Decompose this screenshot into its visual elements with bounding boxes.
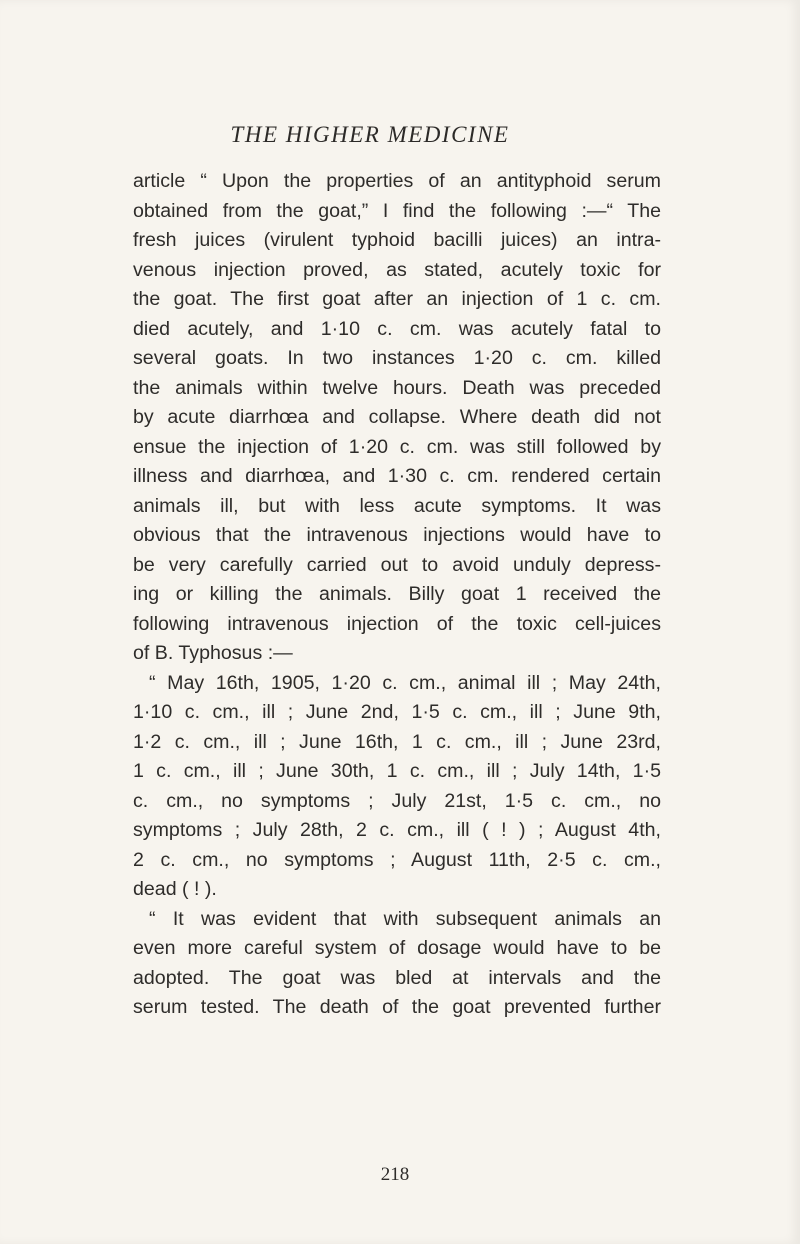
text-line: adopted. The goat was bled at intervals and the <box>133 966 661 989</box>
text-line: 1·10 c. cm., ill ; June 2nd, 1·5 c. cm., ill ; June 9th, <box>133 701 661 723</box>
text-line: ing or killing the animals. Billy goat 1 received the <box>133 583 661 605</box>
text-line: even more careful system of dosage would have to be <box>133 937 661 959</box>
text-line: venous injection proved, as stated, acutely toxic for <box>133 258 661 281</box>
text-line: dead ( ! ). <box>133 878 217 900</box>
text-line: article “ Upon the properties of an antityphoid serum <box>133 170 661 192</box>
running-header: THE HIGHER MEDICINE <box>230 122 510 147</box>
text-line: 1 c. cm., ill ; June 30th, 1 c. cm., ill ; July 14th, 1·5 <box>133 760 661 782</box>
text-line: died acutely, and 1·10 c. cm. was acutely fatal to <box>133 317 661 340</box>
text-line: fresh juices (virulent typhoid bacilli juices) an intra- <box>133 229 661 251</box>
text-line: by acute diarrhœa and collapse. Where death did not <box>133 406 661 428</box>
text-line: the animals within twelve hours. Death was preceded <box>133 376 661 399</box>
text-line: 2 c. cm., no symptoms ; August 11th, 2·5 c. cm., <box>133 848 661 871</box>
text-line: illness and diarrhœa, and 1·30 c. cm. rendered certain <box>133 465 661 487</box>
text-line: the goat. The first goat after an injection of 1 c. cm. <box>133 288 661 310</box>
text-line: serum tested. The death of the goat prevented further <box>133 996 661 1018</box>
text-line: several goats. In two instances 1·20 c. cm. killed <box>133 347 661 369</box>
page-number: 218 <box>380 1164 410 1185</box>
text-line: obtained from the goat,” I find the following :—“ The <box>133 199 661 222</box>
text-line: ensue the injection of 1·20 c. cm. was still followed by <box>133 435 661 458</box>
text-line: “ May 16th, 1905, 1·20 c. cm., animal ill ; May 24th, <box>149 671 661 694</box>
text-line: symptoms ; July 28th, 2 c. cm., ill ( ! ) ; August 4th, <box>133 819 661 841</box>
text-line: following intravenous injection of the toxic cell-juices <box>133 612 661 635</box>
text-line: obvious that the intravenous injections would have to <box>133 524 661 546</box>
body-text <box>133 167 661 1023</box>
text-line: “ It was evident that with subsequent animals an <box>149 907 661 930</box>
text-line: be very carefully carried out to avoid unduly depress- <box>133 553 661 576</box>
text-line: c. cm., no symptoms ; July 21st, 1·5 c. cm., no <box>133 789 661 812</box>
text-line: of B. Typhosus :— <box>133 642 293 664</box>
text-line: 1·2 c. cm., ill ; June 16th, 1 c. cm., ill ; June 23rd, <box>133 730 661 753</box>
text-line: animals ill, but with less acute symptoms. It was <box>133 494 661 517</box>
